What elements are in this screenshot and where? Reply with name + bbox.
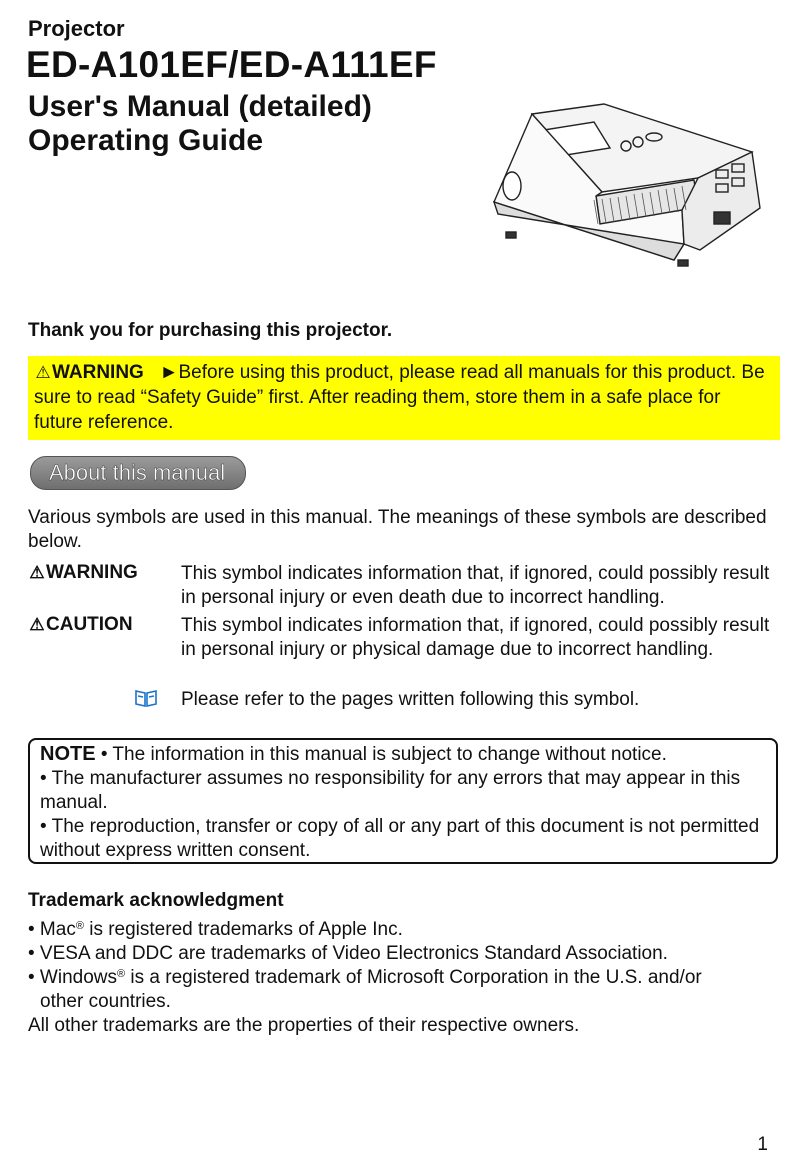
intro-text: Various symbols are used in this manual. The meanings of these symbols are described below. xyxy=(28,507,767,552)
trademark-windows: • Windows® is a registered trademark of Microsoft Corporation in the U.S. and/or xyxy=(28,967,702,988)
symbol-reference-desc: Please refer to the pages written following this symbol. xyxy=(181,689,640,710)
warning-triangle-icon: ⚠ xyxy=(29,563,45,582)
trademark-list xyxy=(28,918,788,1038)
trademark-mac: • Mac® is registered trademarks of Apple Inc. xyxy=(28,919,403,940)
symbol-warning-desc: This symbol indicates information that, if ignored, could possibly result in personal injury or even death due to incorrect handling. xyxy=(181,563,770,608)
thanks-text: Thank you for purchasing this projector. xyxy=(28,320,393,341)
guide-title: Operating Guide xyxy=(28,124,264,157)
trademark-other: All other trademarks are the properties of their respective owners. xyxy=(28,1015,580,1036)
warning-text: Before using this product, please read all manuals for this product. Be sure to read “Safety Guide” first. After reading them, store them in a safe place for future reference. xyxy=(34,362,765,433)
symbol-caution: ⚠CAUTION xyxy=(29,614,133,635)
symbol-caution-desc: This symbol indicates information that, if ignored, could possibly result in personal injury or physical damage due to incorrect handling. xyxy=(181,615,770,660)
note-box xyxy=(28,738,778,864)
model-title: ED-A101EF/ED-A111EF xyxy=(26,44,437,85)
manual-title: User's Manual (detailed) xyxy=(28,90,372,123)
warning-label: WARNING xyxy=(52,362,144,383)
warning-triangle-icon: ⚠ xyxy=(29,615,45,634)
warning-box xyxy=(28,356,780,440)
arrow-icon: ► xyxy=(159,362,179,383)
note-item-3: • The reproduction, transfer or copy of all or any part of this document is not permitted without express written consent. xyxy=(40,816,760,861)
section-title-about: About this manual xyxy=(30,456,246,490)
book-icon xyxy=(134,688,158,713)
document-category: Projector xyxy=(28,16,125,41)
warning-triangle-icon: ⚠ xyxy=(35,363,51,382)
note-label: NOTE xyxy=(40,743,96,765)
trademark-vesa: • VESA and DDC are trademarks of Video Electronics Standard Association. xyxy=(28,943,668,964)
page-number: 1 xyxy=(757,1134,768,1155)
symbol-warning: ⚠WARNING xyxy=(29,562,138,583)
note-item-2: • The manufacturer assumes no responsibility for any errors that may appear in this manual. xyxy=(40,768,741,813)
trademark-windows-cont: other countries. xyxy=(40,991,171,1012)
note-item-1: • The information in this manual is subject to change without notice. xyxy=(100,744,667,765)
trademark-heading: Trademark acknowledgment xyxy=(28,890,284,911)
projector-illustration xyxy=(484,100,780,276)
